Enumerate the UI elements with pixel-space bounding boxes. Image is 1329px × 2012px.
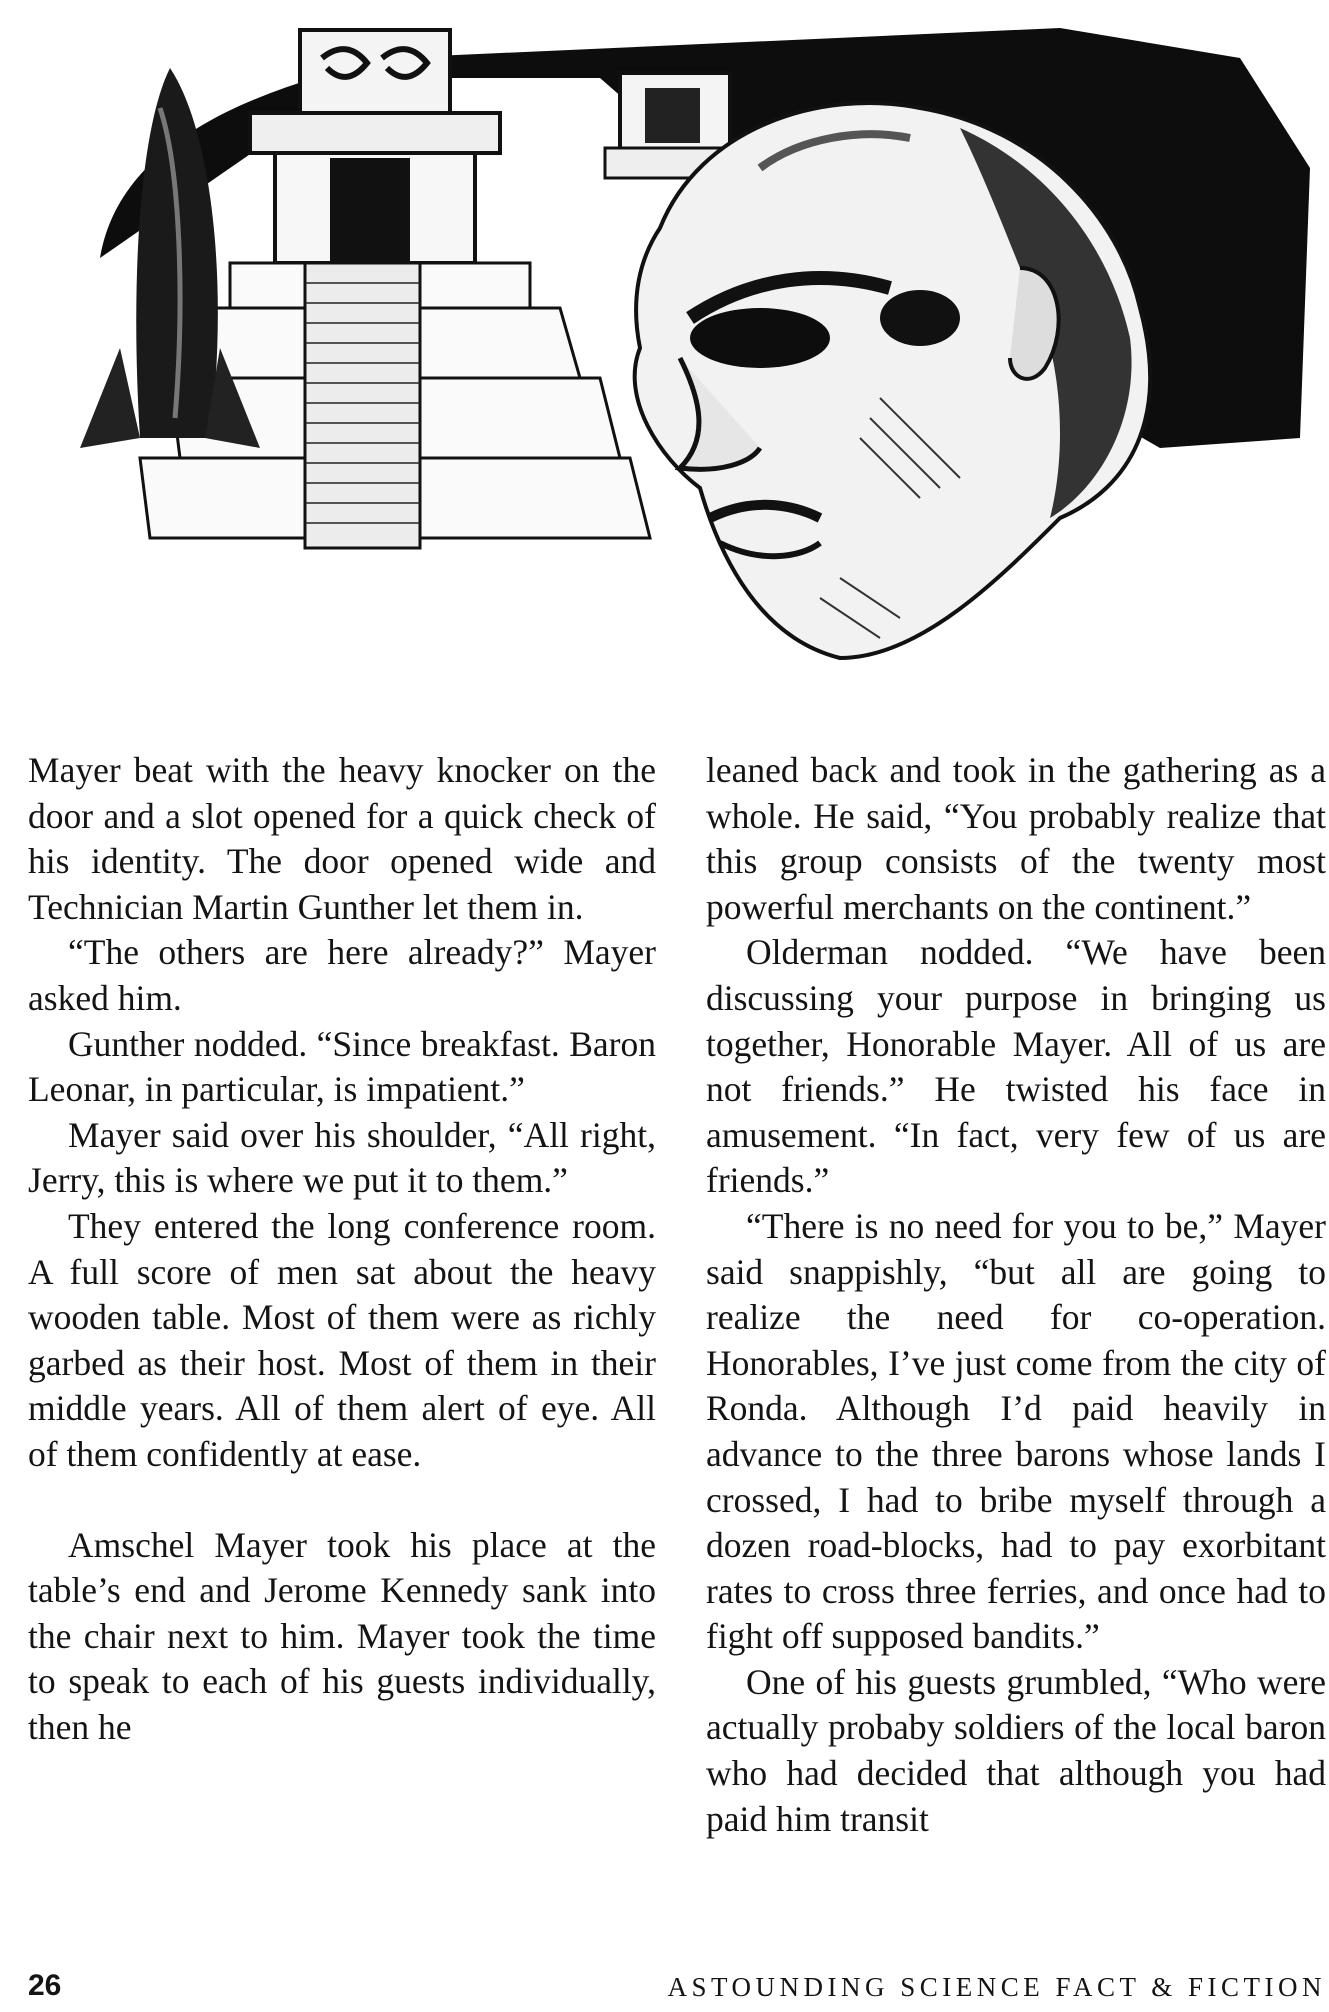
left-text-column [28, 748, 656, 1750]
paragraph: Gunther nodded. “Since breakfast. Baron Leonar, in particular, is impatient.” [28, 1023, 656, 1110]
page-footer [28, 1968, 1326, 2008]
paragraph: “There is no need for you to be,” Mayer said snappishly, “but all are going to realize the need for co-operation. Honorables, I’ve just come from the city of Ronda. Although I’d paid heavily in advance to the three barons whose lands I crossed, I had to bribe myself through a dozen road-blocks, had to pay exorbitant rates to cross three ferries, and once had to fight off supposed bandits.” [706, 1205, 1326, 1657]
paragraph: leaned back and took in the gathering as a whole. He said, “You probably realize that this group consists of the twenty most powerful merchants on the continent.” [706, 750, 1326, 927]
page-number: 26 [28, 1969, 62, 2002]
paragraph: Olderman nodded. “We have been discussing your purpose in bringing us together, Honorable Mayer. All of us are not friends.” He twisted his face in amusement. “In fact, very few of us are friends.” [706, 932, 1326, 1201]
paragraph: Amschel Mayer took his place at the table’s end and Jerome Kennedy sank into the chair next to him. Mayer took the time to speak to each of his guests individually, then he [28, 1524, 656, 1747]
paragraph: “The others are here already?” Mayer asked him. [28, 932, 656, 1018]
paragraph: They entered the long conference room. A full score of men sat about the heavy wooden table. Most of them were as richly garbed as their host. Most of them in their middle years. All of them alert of eye. All of them confidently at ease. [28, 1205, 656, 1474]
paragraph: One of his guests grumbled, “Who were actually probaby soldiers of the local baron who had decided that although you had paid him transit [706, 1661, 1326, 1839]
running-head: ASTOUNDING SCIENCE FACT & FICTION [667, 1972, 1326, 2002]
illustration [60, 18, 1320, 668]
right-text-column [706, 748, 1326, 1842]
paragraph: Mayer said over his shoulder, “All right, Jerry, this is where we put it to them.” [28, 1114, 656, 1201]
paragraph: Mayer beat with the heavy knocker on the door and a slot opened for a quick check of his identity. The door opened wide and Technician Martin Gunther let them in. [28, 750, 656, 927]
pyramid-temple-with-bald-head-illustration-icon [60, 18, 1320, 668]
